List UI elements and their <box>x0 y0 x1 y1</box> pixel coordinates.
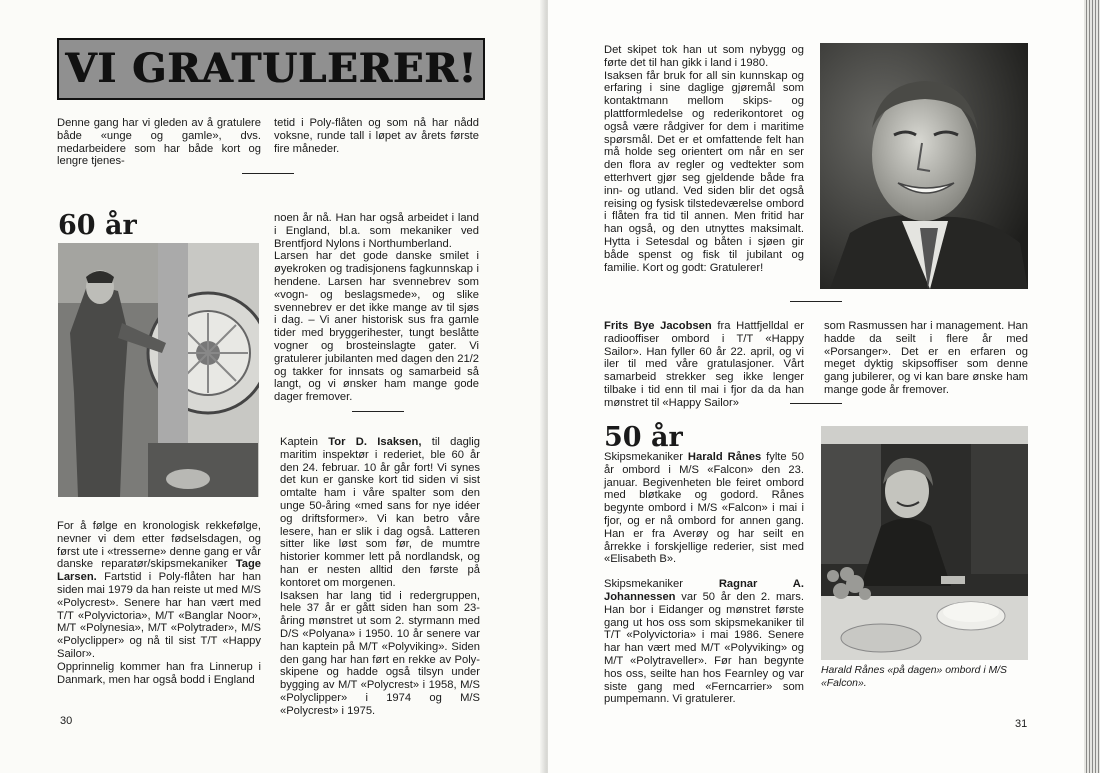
divider <box>790 301 842 302</box>
raanes-name: Harald Rånes <box>687 451 762 463</box>
larsen-col2 <box>274 212 479 404</box>
jacobsen-col2 <box>824 320 1028 397</box>
raanes-photo <box>821 426 1028 660</box>
larsen-name: Tage Larsen. <box>57 558 261 584</box>
intro-col2: tetid i Poly-flåten og som nå har nådd voksne, runde tall i løpet av årets første fire måneder. <box>274 117 479 155</box>
banner-title: VI GRATULERER! <box>65 45 477 92</box>
isaksen-text-3: Isaksen har lang tid i redergruppen, hele 37 år er gått siden han som 23-åring mønstret ut som 2. styrmann med D/S «Polyana» i 1950. 10 år senere var han kaptein på M/T «Polyviking». Siden den gang har han ført en rekke av Poly-skipene og hadde også tilsyn under bygging av M/T «Polycrest» i 1958, M/S «Polyclipper» i 1974 og M/S «Polycrest» i 1975. <box>280 589 480 717</box>
jacobsen-col1 <box>604 320 804 410</box>
isaksen-col <box>280 436 480 718</box>
photo-harald-raanes <box>821 426 1028 660</box>
raanes-text-2: fylte 50 år ombord i M/S «Falcon» den 23. januar. Begivenheten ble feiret ombord med bløtkake og godord. Rånes begynte ombord i M/S «Falcon» i mai i fjor, og er nå ombord for annen gang. Han er fra Averøy og har seilt en årrekke i forskjellige rederier, sist med «Elisabeth B». <box>604 451 804 566</box>
isaksen-text-2: til daglig maritim inspektør i rederiet, ble 60 år den 24. februar. 10 år går fort! Vi synes det kun er ganske kort tid siden vi sist omtalte ham i våre spalter som den unge 50-åring «med sans for nye idéer og driftsformer». Vi kan betro våre lesere, han er slik i dag også. Latteren sitter like løst som før, de mumtre historier kommer lett på nordlandsk, og han er nesten alltid den første på kontoret om morgenen. <box>280 436 480 589</box>
isaksen-text-1: Kaptein <box>280 436 329 448</box>
intro-col1: Denne gang har vi gleden av å gratulere både «unge og gamle», dvs. medarbeidere som har både kort og lengre tjenes- <box>57 117 261 168</box>
jacobsen-text-2: som Rasmussen har i management. Han hadde da seilt i flere år med «Porsanger». Det er en erfaren og meget dyktig skipsoffiser som denne gang jubilerer, og vi kan bare ønske ham mange gode år fremover. <box>824 320 1028 396</box>
right-page <box>548 0 1100 773</box>
johannessen-name: Ragnar A. Johannessen <box>604 578 804 603</box>
larsen-text-4: noen år nå. Han har også arbeidet i land i England, bl.a. som mekaniker ved Brentfjord Nylons i Northumberland. <box>274 212 479 250</box>
title-banner <box>57 38 485 100</box>
jacobsen-name: Frits Bye Jacobsen <box>604 320 712 332</box>
photo-isaksen <box>820 43 1028 289</box>
left-page <box>0 0 548 773</box>
portrait-photo <box>820 43 1028 289</box>
isaksen-continued <box>604 44 804 274</box>
photo-tage-larsen <box>58 243 259 497</box>
johannessen-text-1: Skipsmekaniker <box>604 578 719 591</box>
divider <box>790 403 842 404</box>
larsen-text-1: For å følge en kronologisk rekkefølge, nevner vi dem etter fødselsdagen, og først ute i «tresserne» denne gang er vår danske reparatør/skipsmekaniker <box>57 520 261 571</box>
divider <box>352 411 404 412</box>
johannessen-text-2: var 50 år den 2. mars. Han bor i Eidanger og mønstret første gang ut hos oss som skipsmekaniker til T/T «Polyvictoria» i mai 1986. Senere har han vært med M/T «Polyviking» og M/T «Polytraveller». Før han begynte hos oss, seilte han hos Fearnley og var siste gang med «Ferncarrier» som pumpemann. Vi gratulerer. <box>604 590 804 706</box>
page-number-left: 30 <box>60 715 73 727</box>
jacobsen-text-1: fra Hattfjelldal er radiooffiser ombord i T/T «Happy Sailor». Han fyller 60 år 22. april, og vi iler til med våre gratulasjoner. Vårt samarbeid strekker seg ikke lenger tilbake i tid enn til mai i fjor da da han mønstret til «Happy Sailor» <box>604 320 804 409</box>
isaksen-text-5: Isaksen får bruk for all sin kunnskap og erfaring i sine daglige gjøremål som kontaktmann mellom skips- og plattformledelse og rederikontoret og også være rådgiver for dem i maritime spørsmål. Det er et omfattende felt han må holde seg orientert om når en ser den flora av regler og vedtekter som etterhvert gjør seg gjeldende både fra inn- og utland. Ved siden blir det også reising og fysisk tilstedeværelse ombord i flåten fra tid til annen. Men fritid har han også, og den utnyttes maksimalt. Hytta i Setesdal og båten i sjøen gir både spenst og fisk til jubilant og familie. Kort og godt: Gratulerer! <box>604 69 804 274</box>
isaksen-text-4: Det skipet tok han ut som nybygg og førte det til han gikk i land i 1980. <box>604 44 804 69</box>
page-number-right: 31 <box>1015 718 1028 730</box>
divider <box>242 173 294 174</box>
page-edge <box>1084 0 1100 773</box>
section-heading-50: 50 år <box>604 422 683 453</box>
larsen-text-2: Fartstid i Poly-flåten har han siden mai 1979 da han reiste ut med M/S «Polycrest». Senere har han vært med T/T «Polyvictoria», M/T «Banglar Noor», M/T «Polynesia», M/T «Polytrader», M/S «Polyclipper» og nå til sist T/T «Happy Sailor». <box>57 571 261 660</box>
raanes-text-1: Skipsmekaniker <box>604 451 688 463</box>
larsen-col1 <box>57 520 261 686</box>
larsen-text-3: Opprinnelig kommer han fra Linnerup i Danmark, men har også bodd i England <box>57 660 261 686</box>
photo-caption: Harald Rånes «på dagen» ombord i M/S «Falcon». <box>821 665 1007 689</box>
larsen-text-5: Larsen har det gode danske smilet i øyekroken og tradisjonens fagkunnskap i hendene. Larsen har svennebrev som «vogn- og beslagsmede», og slike svennebrev er det ikke mange av til sjøs i dag. – Vi aner historisk sus fra gamle tider med bryggerihester, tungt beslåtte vogner og brosteinslagte gater. Vi gratulerer jubilanten med dagen den 21/2 og takker for innsats og samarbeid så langt, og vi ønsker ham mange gode dager fremover. <box>274 250 479 404</box>
raanes-col <box>604 451 804 706</box>
engine-room-photo <box>58 243 259 497</box>
section-heading-60: 60 år <box>58 210 137 241</box>
isaksen-name: Tor D. Isaksen, <box>328 436 422 448</box>
